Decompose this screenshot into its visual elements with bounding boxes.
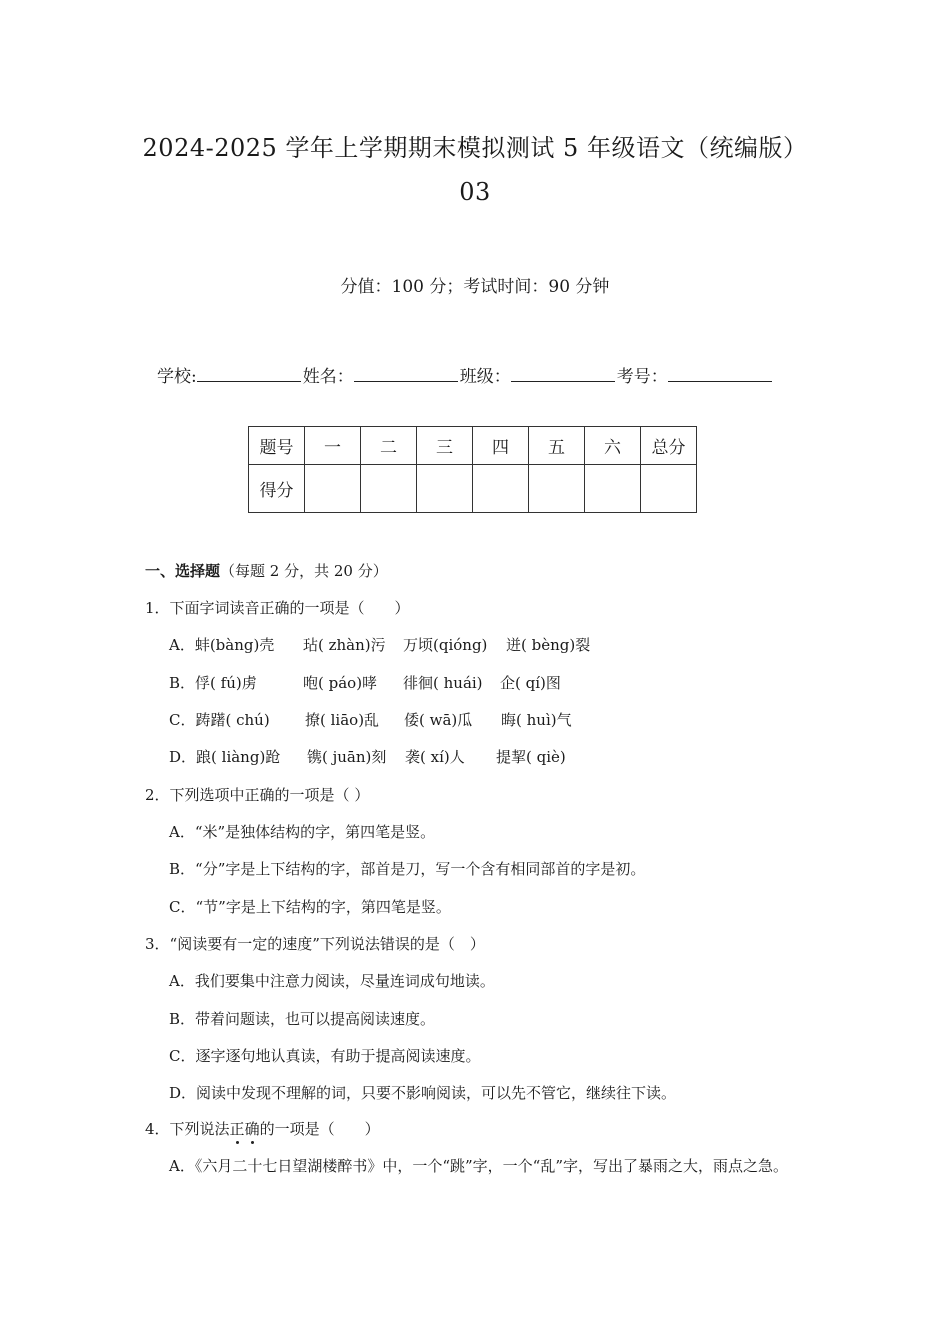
option-part: 镌( juān)刻 [307,748,387,766]
emphasis-char: 确 [244,1120,260,1138]
option-part: B．俘( fú)虏 [169,674,257,692]
option-part: 企( qí)图 [500,674,561,692]
question-3-option-c[interactable]: C．逐字逐句地认真读，有助于提高阅读速度。 [169,1047,481,1065]
score-header-cell: 一 [305,427,361,465]
question-3-option-d[interactable]: D．阅读中发现不理解的词，只要不影响阅读，可以先不管它，继续往下读。 [169,1084,677,1102]
score-table [248,426,697,513]
score-header-cell: 四 [473,427,529,465]
score-header-cell: 三 [417,427,473,465]
score-header-cell: 五 [529,427,585,465]
score-cell[interactable] [473,465,529,513]
score-table-header-row [249,427,697,465]
section-note: （每题 2 分，共 20 分） [220,562,388,580]
exam-title-number: 03 [459,178,491,206]
option-part: 提挈( qiè) [496,748,566,766]
option-part: 玷( zhàn)污 [303,636,386,654]
student-info-fields [157,362,774,387]
section-title: 一、选择题 [145,562,221,580]
class-blank[interactable] [511,363,615,382]
option-part: 撩( liāo)乱 [305,711,380,729]
question-1-option-d[interactable] [169,746,566,767]
score-cell[interactable] [305,465,361,513]
question-2-option-c[interactable]: C．“节”字是上下结构的字，第四笔是竖。 [169,898,451,916]
score-table-score-row [249,465,697,513]
question-3-option-a[interactable]: A．我们要集中注意力阅读，尽量连词成句地读。 [169,972,495,990]
score-header-cell: 题号 [249,427,305,465]
score-header-cell: 总分 [641,427,697,465]
question-1-option-b[interactable] [169,672,561,693]
score-cell[interactable] [585,465,641,513]
exam-no-blank[interactable] [668,363,772,382]
question-1-option-c[interactable] [169,709,572,730]
question-3-stem: 3．“阅读要有一定的速度”下列说法错误的是（ ） [145,935,485,953]
score-header-cell: 六 [585,427,641,465]
question-2-option-b[interactable]: B．“分”字是上下结构的字，部首是刀，写一个含有相同部首的字是初。 [169,860,646,878]
option-part: 倭( wā)瓜 [404,711,473,729]
option-part: 迸( bèng)裂 [506,636,591,654]
question-4-option-a[interactable]: A．《六月二十七日望湖楼醉书》中，一个“跳”字，一个“乱”字，写出了暴雨之大，雨点之急。 [169,1157,789,1175]
question-2-option-a[interactable]: A．“米”是独体结构的字，第四笔是竖。 [169,823,436,841]
option-part: 袭( xí)人 [405,748,465,766]
emphasis-char: 正 [229,1120,245,1138]
exam-meta: 分值：100 分；考试时间：90 分钟 [340,277,610,297]
question-1-option-a[interactable] [169,634,590,655]
section-heading [145,560,388,581]
score-cell[interactable] [361,465,417,513]
score-header-cell: 二 [361,427,417,465]
option-part: 徘徊( huái) [403,674,483,692]
score-cell[interactable] [641,465,697,513]
question-1-stem: 1．下面字词读音正确的一项是（ ） [145,599,410,617]
option-part: C．踌躇( chú) [169,711,270,729]
question-2-stem: 2．下列选项中正确的一项是（ ） [145,786,370,804]
score-cell[interactable] [417,465,473,513]
score-row-label: 得分 [249,465,305,513]
school-blank[interactable] [197,363,301,382]
question-3-option-b[interactable]: B．带着问题读，也可以提高阅读速度。 [169,1010,436,1028]
option-part: 咆( páo)哮 [303,674,378,692]
option-part: 万顷(qióng) [403,636,488,654]
exam-no-label: 考号： [616,367,668,387]
question-4-stem [145,1118,380,1139]
name-blank[interactable] [354,363,458,382]
score-cell[interactable] [529,465,585,513]
exam-title: 2024-2025 学年上学期期末模拟测试 5 年级语文（统编版） [142,134,808,162]
option-part: A．蚌(bàng)壳 [169,636,275,654]
stem-text: 4．下列说法 [145,1120,230,1138]
class-label: 班级： [459,367,511,387]
option-part: D．踉( liàng)跄 [169,748,281,766]
school-label: 学校: [157,367,197,387]
option-part: 晦( huì)气 [501,711,572,729]
name-label: 姓名： [302,367,354,387]
stem-text: 的一项是（ ） [259,1120,380,1138]
